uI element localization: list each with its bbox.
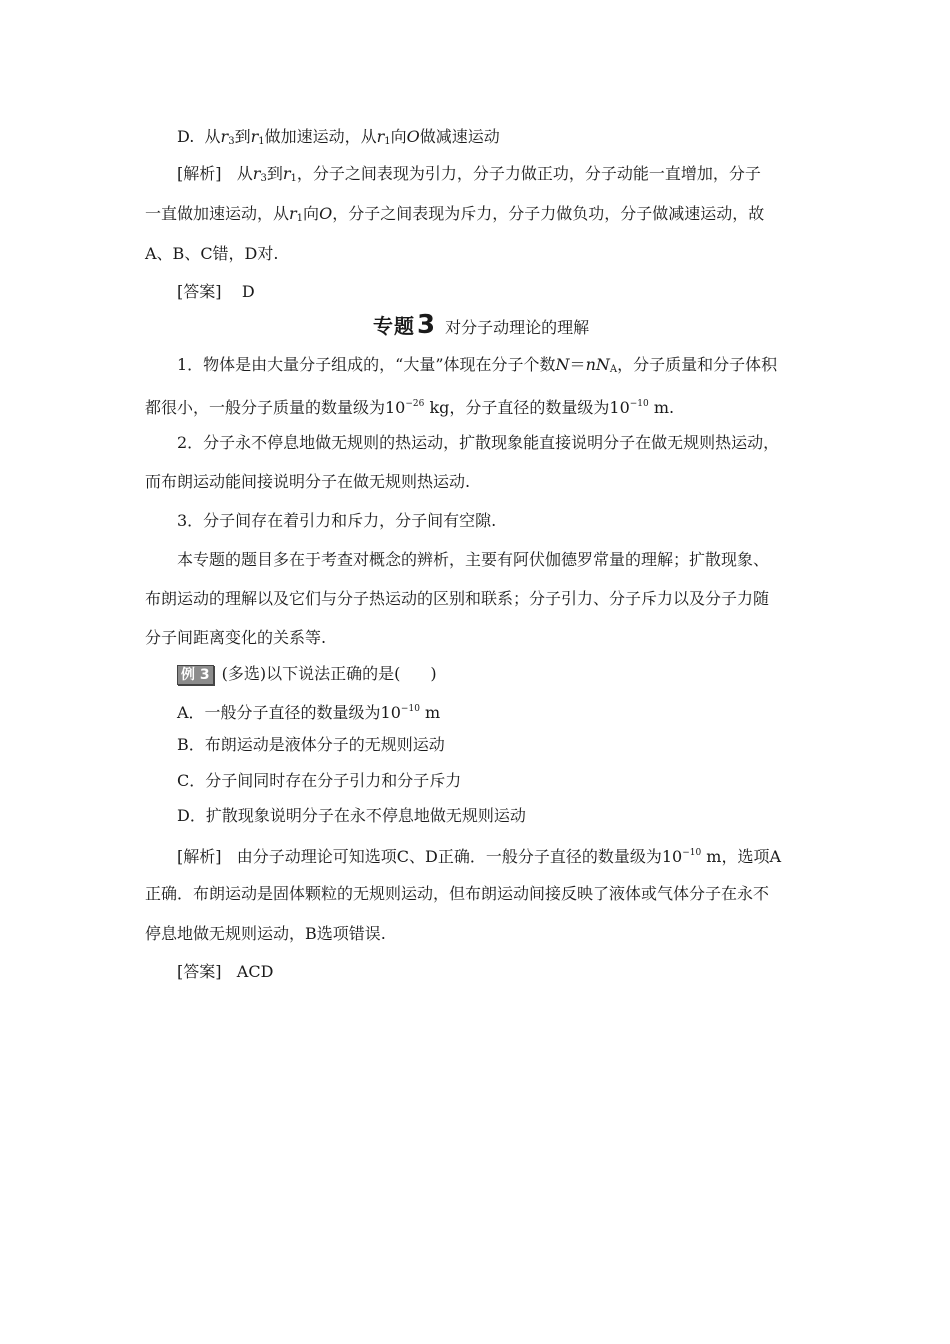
point-1-line-1: 1．物体是由大量分子组成的，“大量”体现在分子个数$N=nN_A$，分子质量和分子体积 xyxy=(177,355,778,375)
summary-line-3: 分子间距离变化的关系等. xyxy=(145,628,327,647)
analysis-line-2: 正确．布朗运动是固体颗粒的无规则运动，但布朗运动间接反映了液体或气体分子在永不 xyxy=(145,884,770,903)
section-number: 3 xyxy=(417,310,436,340)
section-label: 专题 xyxy=(373,314,415,338)
example-option-a: A．一般分子直径的数量级为$10^{-10}$ m xyxy=(177,703,441,722)
answer: [答案] ACD xyxy=(177,962,274,981)
point-2-line-2: 而布朗运动能间接说明分子在做无规则热运动. xyxy=(145,472,471,491)
prev-option-d: D. 从$r_3$到$r_1$做加速运动，从$r_1$向O做减速运动 xyxy=(177,127,500,147)
summary-line-2: 布朗运动的理解以及它们与分子热运动的区别和联系；分子引力、分子斥力以及分子力随 xyxy=(145,589,770,608)
prev-analysis-line-2: 一直做加速运动，从$r_1$向O，分子之间表现为斥力，分子力做负功，分子做减速运动，故 xyxy=(145,204,765,224)
analysis-line-3: 停息地做无规则运动，B选项错误. xyxy=(145,924,386,943)
example-option-d: D．扩散现象说明分子在永不停息地做无规则运动 xyxy=(177,806,526,825)
section-title: 对分子动理论的理解 xyxy=(445,318,590,337)
prev-analysis-line-1: [解析] 从$r_3$到$r_1$，分子之间表现为引力，分子力做正功，分子动能一直增加，分子 xyxy=(177,164,761,184)
point-2-line-1: 2．分子永不停息地做无规则的热运动，扩散现象能直接说明分子在做无规则热运动， xyxy=(177,433,780,452)
analysis-line-1: [解析] 由分子动理论可知选项C、D正确．一般分子直径的数量级为$10^{-10}$ m，选项A xyxy=(177,847,782,866)
example-badge: 例 3 xyxy=(177,665,214,685)
prev-analysis-line-3: A、B、C错，D对. xyxy=(145,244,279,263)
example-stem: 例 3 (多选)以下说法正确的是( ) xyxy=(177,664,437,685)
example-option-b: B．布朗运动是液体分子的无规则运动 xyxy=(177,735,445,754)
point-3: 3．分子间存在着引力和斥力，分子间有空隙. xyxy=(177,511,497,530)
summary-line-1: 本专题的题目多在于考查对概念的辨析，主要有阿伏伽德罗常量的理解；扩散现象、 xyxy=(177,550,770,569)
point-1-line-2: 都很小，一般分子质量的数量级为$10^{-26}$ kg，分子直径的数量级为$10^{-10}$ m. xyxy=(145,398,675,417)
prev-answer: [答案] D xyxy=(177,282,255,301)
example-option-c: C．分子间同时存在分子引力和分子斥力 xyxy=(177,771,462,790)
section-heading xyxy=(373,310,589,340)
